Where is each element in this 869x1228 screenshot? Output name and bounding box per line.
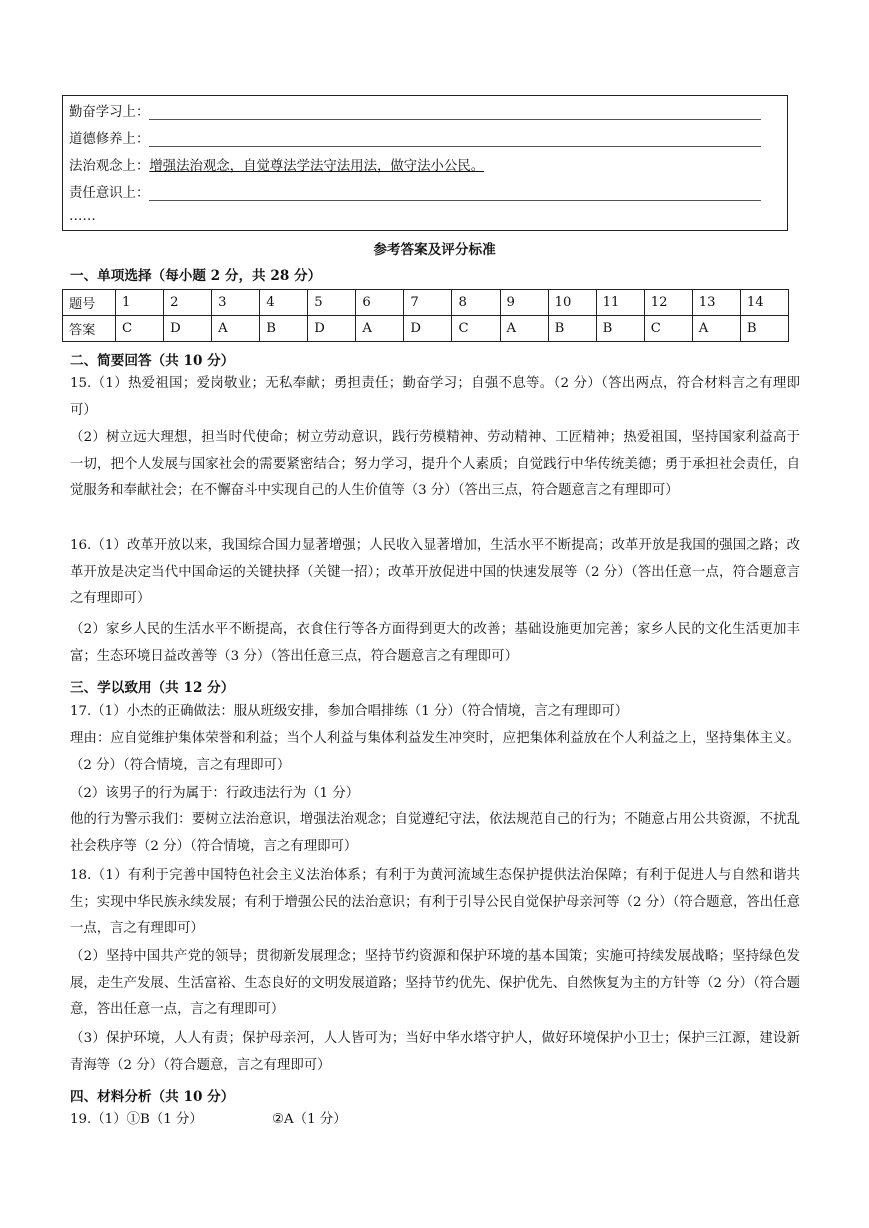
table-cell: 6 [356,290,404,316]
answer-paragraph: 15.（1）热爱祖国；爱岗敬业；无私奉献；勇担责任；勤奋学习；自强不息等。（2 分）（答出两点，符合材料言之有理即可） [70,376,800,418]
table-cell: A [356,316,404,342]
table-cell: D [164,316,212,342]
box-row-label: 法治观念上： [69,159,150,174]
table-cell: D [404,316,452,342]
answer-paragraph: （2）家乡人民的生活水平不断提高，衣食住行等各方面得到更大的改善；基础设施更加完善；家乡人民的文化生活更加丰富；生态环境日益改善等（3 分）（答出任意三点，符合题意言之有理即可） [70,622,800,664]
table-cell: 2 [164,290,212,316]
answer-paragraph: 16.（1）改革开放以来，我国综合国力显著增强；人民收入显著增加，生活水平不断提高；改革开放是我国的强国之路；改革开放是决定当代中国命运的关键抉择（关键一招）；改革开放促进中国的快速发展等（2 分）（答出任意一点，符合题意言之有理即可） [70,538,800,607]
answer-paragraph: 他的行为警示我们：要树立法治意识，增强法治观念；自觉遵纪守法，依法规范自己的行为；不随意占用公共资源，不扰乱社会秩序等（2 分）（符合情境，言之有理即可） [70,812,800,854]
table-cell: 3 [212,290,260,316]
table-cell: 8 [452,290,500,316]
answer-paragraph: （2）坚持中国共产党的领导；贯彻新发展理念；坚持节约资源和保护环境的基本国策；实施可持续发展战略；坚持绿色发展，走生产发展、生活富裕、生态良好的文明发展道路；坚持节约优先、保护优先、自然恢复为主的方针等（2 分）（符合题意，答出任意一点，言之有理即可） [70,949,800,1018]
table-head-cell: 答案 [63,316,116,342]
table-row-numbers [63,290,789,316]
box-row-morality [69,125,761,147]
table-cell: 10 [548,290,596,316]
section-heading-1: 一、单项选择（每小题 2 分，共 28 分） [70,268,322,284]
box-row-responsibility [69,179,761,201]
blank-line [149,184,761,201]
blank-line [149,103,761,120]
answer-table [62,289,789,342]
table-cell: B [740,316,788,342]
answer-paragraph: 17.（1）小杰的正确做法：服从班级安排，参加合唱排练（1 分）（符合情境，言之有理即可） [70,704,629,719]
answer-19-part-a: 19.（1）①B（1 分） [70,1112,203,1127]
table-cell: A [500,316,548,342]
box-ellipsis: …… [69,209,96,224]
answer-paragraph: 18.（1）有利于完善中国特色社会主义法治体系；有利于为黄河流域生态保护提供法治保障；有利于促进人与自然和谐共生；实现中华民族永续发展；有利于增强公民的法治意识；有利于引导公民自觉保护母亲河等（2 分）（符合题意，答出任意一点，言之有理即可） [70,868,800,937]
answer-paragraph: （3）保护环境，人人有责；保护母亲河，人人皆可为；当好中华水塔守护人，做好环境保护小卫士；保护三江源，建设新青海等（2 分）（符合题意，言之有理即可） [70,1031,800,1073]
answer-paragraph: （2）该男子的行为属于：行政违法行为（1 分） [70,786,360,801]
table-cell: 11 [596,290,644,316]
table-cell: D [308,316,356,342]
box-row-study [69,98,761,120]
box-row-label: 责任意识上： [69,186,150,201]
table-cell: A [212,316,260,342]
section-heading-3: 三、学以致用（共 12 分） [70,680,235,696]
table-cell: B [548,316,596,342]
table-cell: B [596,316,644,342]
table-cell: C [644,316,692,342]
page-title: 参考答案及评分标准 [373,242,496,258]
box-row-answer: 增强法治观念，自觉尊法学法守法用法，做守法小公民。 [149,159,485,174]
table-cell: C [452,316,500,342]
answer-paragraph: 理由：应自觉维护集体荣誉和利益；当个人利益与集体利益发生冲突时，应把集体利益放在个人利益之上，坚持集体主义。（2 分）（符合情境，言之有理即可） [70,731,800,773]
answer-19-part-b: ②A（1 分） [272,1112,347,1127]
table-cell: 14 [740,290,788,316]
table-head-cell: 题号 [63,290,116,316]
box-row-law [69,152,484,174]
table-cell: 12 [644,290,692,316]
table-cell: 1 [116,290,164,316]
table-row-answers [63,316,789,342]
table-cell: 9 [500,290,548,316]
table-cell: 4 [260,290,308,316]
table-cell: 7 [404,290,452,316]
box-row-label: 道德修养上： [69,132,150,147]
table-cell: C [116,316,164,342]
table-cell: 5 [308,290,356,316]
table-cell: B [260,316,308,342]
box-row-label: 勤奋学习上： [69,105,150,120]
section-heading-2: 二、简要回答（共 10 分） [70,353,235,369]
section-heading-4: 四、材料分析（共 10 分） [70,1089,235,1105]
blank-line [149,130,761,147]
table-cell: A [692,316,740,342]
table-cell: 13 [692,290,740,316]
fill-in-box [62,95,788,231]
answer-paragraph: （2）树立远大理想，担当时代使命；树立劳动意识，践行劳模精神、劳动精神、工匠精神；热爱祖国，坚持国家利益高于一切，把个人发展与国家社会的需要紧密结合；努力学习，提升个人素质；自觉践行中华传统美德；勇于承担社会责任，自觉服务和奉献社会；在不懈奋斗中实现自己的人生价值等（3 分）（答出三点，符合题意言之有理即可） [70,430,800,499]
